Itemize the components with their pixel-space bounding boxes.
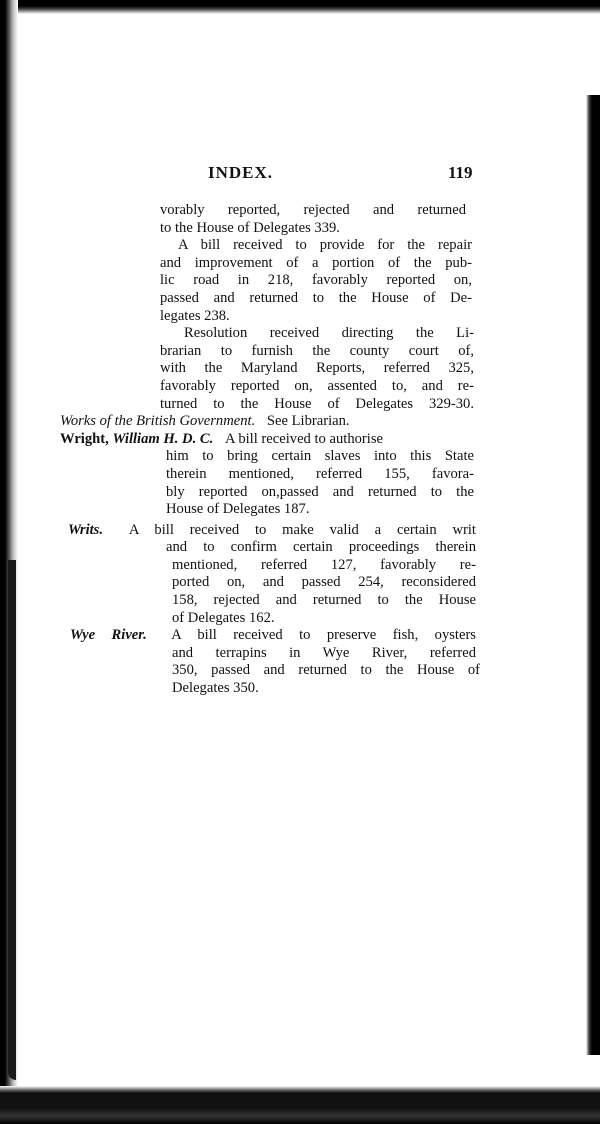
text-line: and to confirm certain proceedings therein bbox=[166, 539, 476, 556]
entry-heading-surname: Wright, bbox=[60, 430, 109, 447]
entry-wright bbox=[56, 431, 472, 449]
text-line: Delegates 350. bbox=[172, 680, 259, 697]
scan-right-edge bbox=[586, 95, 600, 1055]
text-line: 158, rejected and returned to the House bbox=[172, 592, 476, 609]
entry-wye-river bbox=[56, 627, 476, 645]
scan-binding-shadow bbox=[8, 560, 16, 1080]
entry-text: A bill received to preserve fish, oysters bbox=[171, 627, 476, 644]
text-line: bly reported on,passed and returned to the bbox=[166, 483, 474, 500]
index-body bbox=[56, 202, 486, 698]
text-line: ported on, and passed 254, reconsidered bbox=[172, 574, 476, 591]
entry-text: A bill received to authorise bbox=[224, 430, 383, 447]
text-line: to the House of Delegates 339. bbox=[160, 219, 340, 236]
page-header bbox=[0, 163, 600, 187]
text-line: lic road in 218, favorably reported on, bbox=[160, 272, 472, 289]
entry-works bbox=[56, 413, 486, 431]
text-line: House of Delegates 187. bbox=[166, 501, 310, 518]
text-line: turned to the House of Delegates 329-30. bbox=[160, 395, 474, 412]
text-line: 350, passed and returned to the House of bbox=[172, 662, 480, 679]
text-line: therein mentioned, referred 155, favora- bbox=[166, 465, 474, 482]
entry-see-reference: See Librarian. bbox=[266, 413, 350, 430]
text-line: him to bring certain slaves into this State bbox=[166, 448, 474, 465]
text-line: and terrapins in Wye River, referred bbox=[172, 644, 476, 661]
scan-top-edge bbox=[0, 0, 600, 14]
running-head: INDEX. bbox=[208, 163, 274, 182]
entry-heading-name: William H. D. C. bbox=[112, 430, 214, 447]
text-line: A bill received to provide for the repair bbox=[178, 237, 472, 254]
scan-bottom-edge bbox=[0, 1086, 600, 1124]
page-number: 119 bbox=[448, 163, 473, 182]
entry-text: A bill received to make valid a certain writ bbox=[128, 521, 476, 538]
text-line: vorably reported, rejected and returned bbox=[160, 202, 466, 218]
text-line: legates 238. bbox=[160, 307, 230, 324]
entry-heading: Writs. bbox=[68, 521, 104, 538]
text-line: Resolution received directing the Li- bbox=[184, 325, 474, 342]
entry-writs bbox=[56, 522, 476, 540]
text-line: passed and returned to the House of De- bbox=[160, 289, 472, 306]
text-line: of Delegates 162. bbox=[172, 609, 275, 626]
text-line: favorably reported on, assented to, and re- bbox=[160, 377, 474, 394]
text-line: mentioned, referred 127, favorably re- bbox=[172, 556, 476, 573]
text-line: with the Maryland Reports, referred 325, bbox=[160, 360, 474, 377]
text-line: brarian to furnish the county court of, bbox=[160, 342, 474, 359]
entry-heading: Wye River. bbox=[70, 627, 147, 644]
entry-heading: Works of the British Government. bbox=[60, 413, 256, 430]
text-line: and improvement of a portion of the pub- bbox=[160, 254, 472, 271]
